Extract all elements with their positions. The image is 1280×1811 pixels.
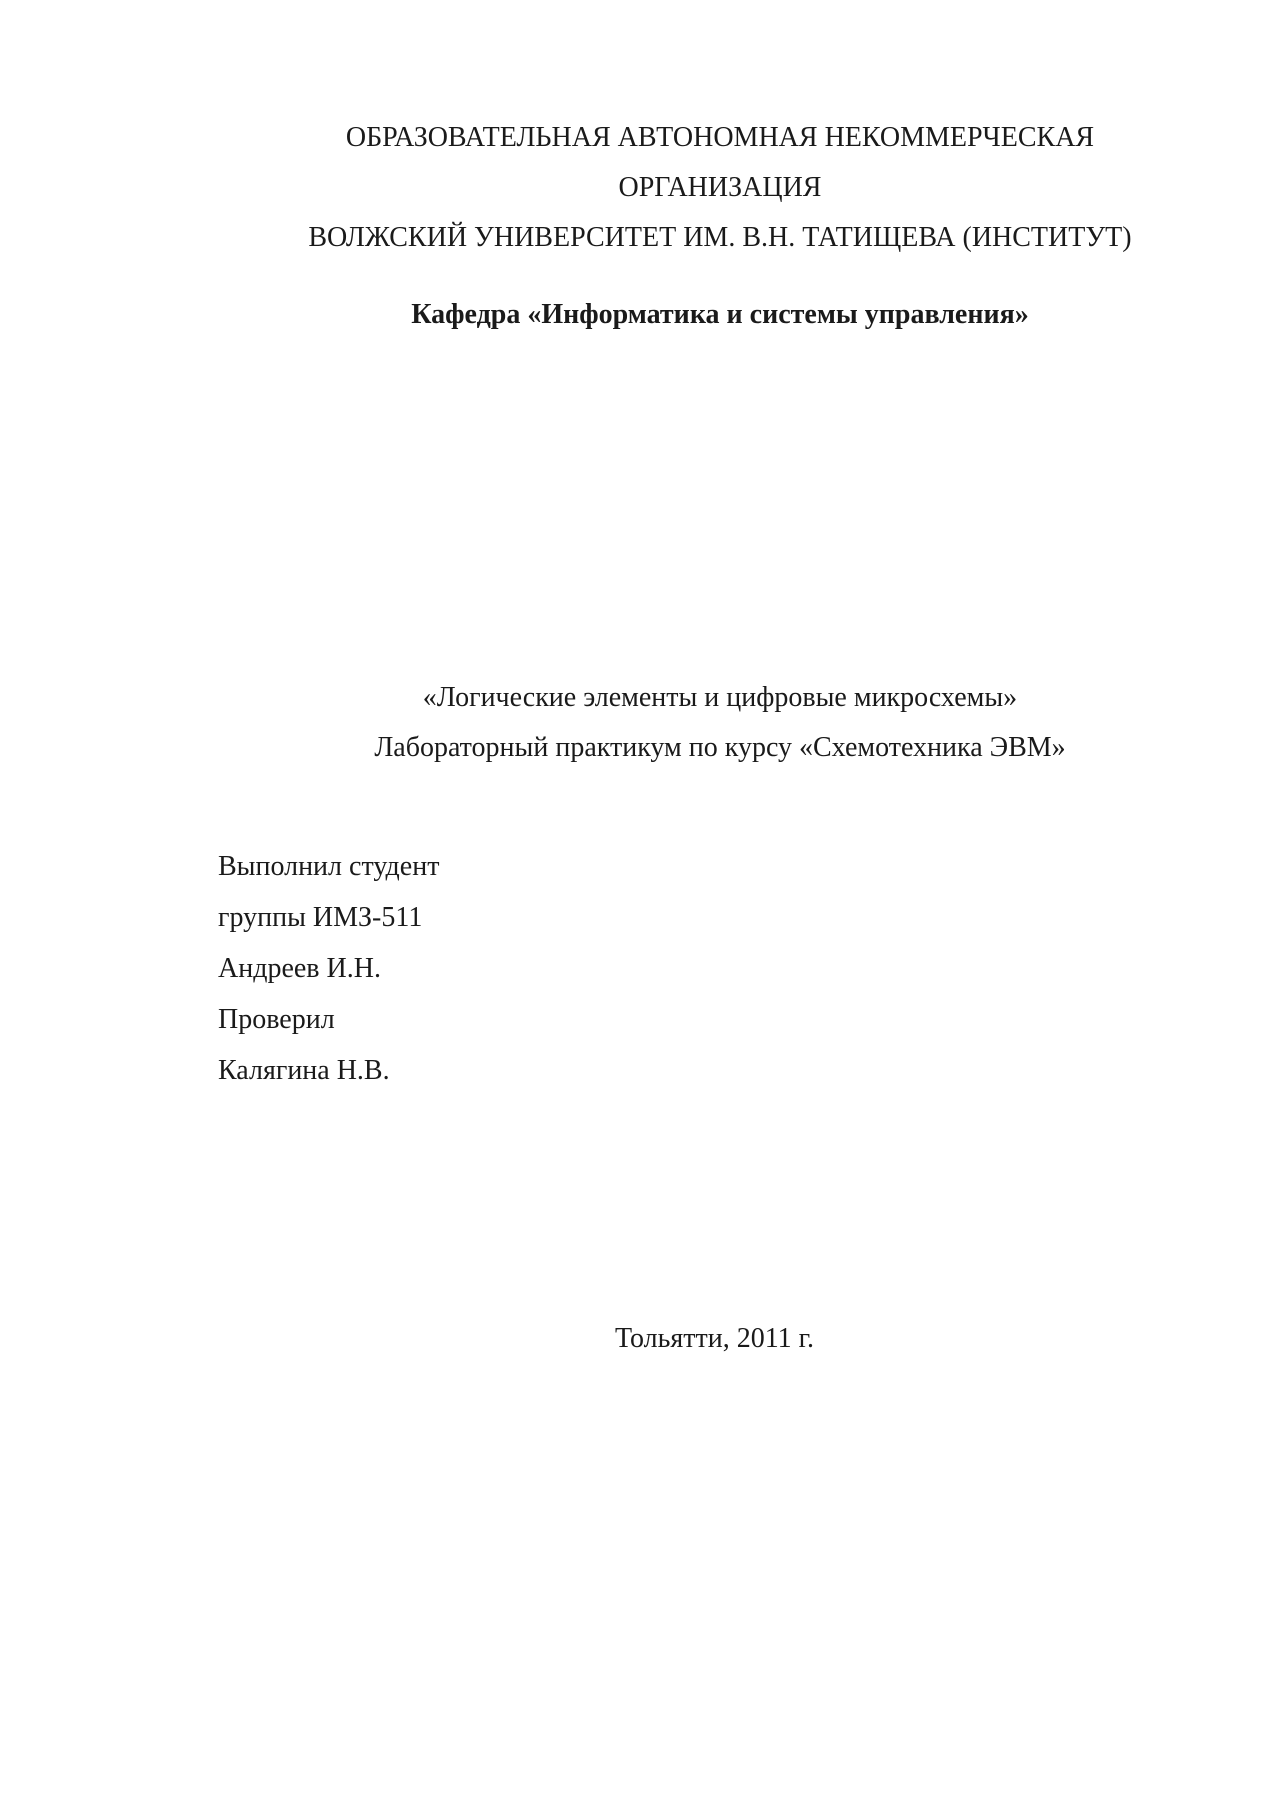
- credits-block: [218, 850, 439, 1105]
- performed-by-label: Выполнил студент: [218, 851, 440, 882]
- student-group: группы ИМЗ-511: [218, 902, 423, 933]
- organization-line-1: ОБРАЗОВАТЕЛЬНАЯ АВТОНОМНАЯ НЕКОММЕРЧЕСКАЯ: [345, 122, 1095, 153]
- teacher-name: Калягина Н.В.: [218, 1055, 390, 1086]
- student-name: Андреев И.Н.: [218, 953, 381, 984]
- work-title: «Логические элементы и цифровые микросхемы»: [422, 682, 1018, 713]
- checked-by-label: Проверил: [218, 1004, 335, 1035]
- course-line: Лабораторный практикум по курсу «Схемотехника ЭВМ»: [374, 732, 1066, 763]
- organization-line-2: ОРГАНИЗАЦИЯ: [618, 172, 822, 203]
- university-name: ВОЛЖСКИЙ УНИВЕРСИТЕТ ИМ. В.Н. ТАТИЩЕВА (ИНСТИТУТ): [308, 222, 1132, 253]
- city-year: Тольятти, 2011 г.: [615, 1323, 814, 1354]
- department-name: Кафедра «Информатика и системы управления»: [411, 299, 1029, 330]
